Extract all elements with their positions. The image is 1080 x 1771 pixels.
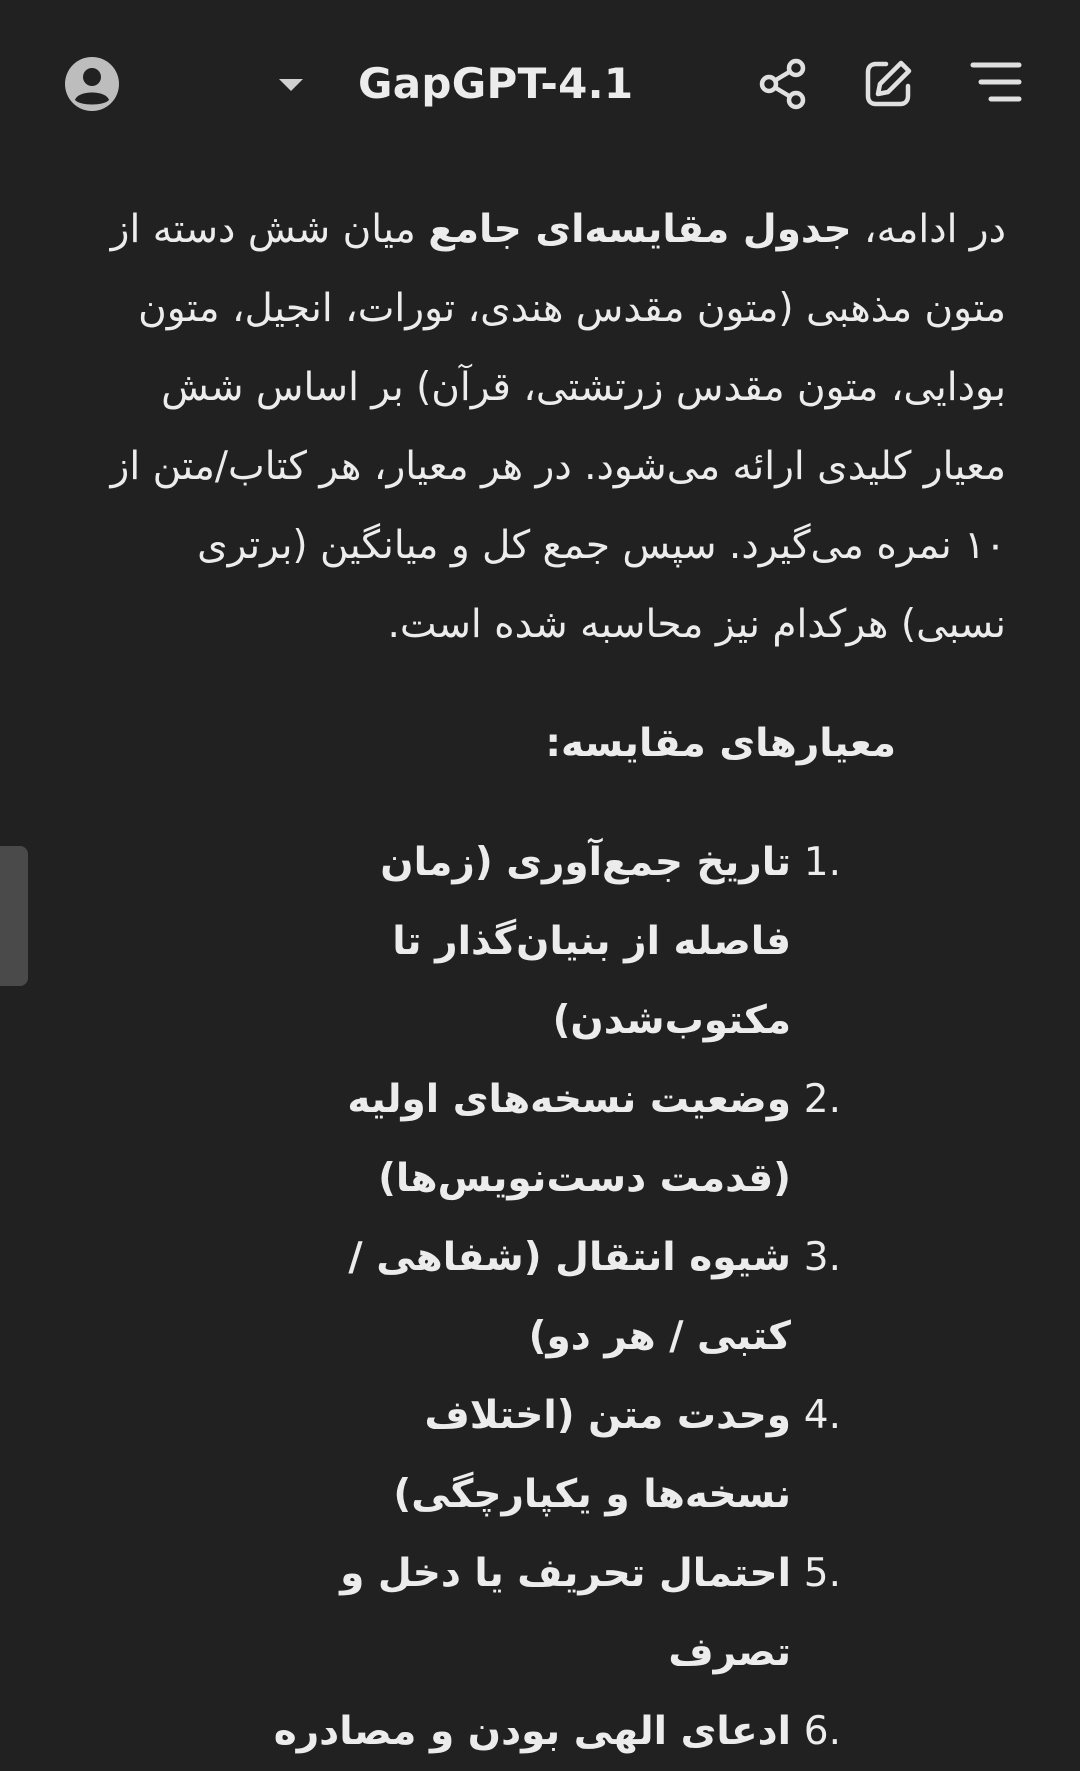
list-item-number: 6.	[803, 1709, 841, 1754]
intro-text-end: میان شش دسته از متون مذهبی (متون مقدس هندی، تورات، انجیل، متون بودایی، متون مقدس زرتشتی، قرآن) بر اساس شش معیار کلیدی ارائه می‌شود. در هر معیار، هر کتاب/متن از ۱۰ نمره می‌گیرد. سپس جمع کل و میانگین (برتری نسبی) هرکدام نیز محاسبه شده است.	[110, 207, 1006, 647]
list-item-number: 5.	[803, 1551, 841, 1596]
intro-text-start: در ادامه،	[851, 207, 1006, 252]
criteria-list	[80, 823, 1006, 1771]
list-item	[270, 1060, 841, 1218]
intro-paragraph	[80, 190, 1006, 664]
list-item	[270, 1534, 841, 1692]
list-item-number: 3.	[803, 1235, 841, 1280]
menu-icon[interactable]	[970, 60, 1022, 106]
list-item	[270, 1692, 841, 1771]
user-avatar-icon[interactable]	[64, 56, 120, 112]
edit-icon[interactable]	[862, 58, 914, 110]
top-bar	[0, 0, 1080, 170]
intro-bold-phrase: جدول مقایسه‌ای جامع	[428, 207, 852, 252]
list-item	[270, 1376, 841, 1534]
assistant-message	[80, 190, 1006, 1771]
list-item-number: 4.	[803, 1393, 841, 1438]
list-item-text: ادعای الهی بودن و مصادره	[273, 1709, 791, 1754]
list-item	[270, 823, 841, 1060]
model-selector[interactable]: GapGPT-4.1	[358, 59, 634, 108]
list-item-number: 1.	[803, 840, 841, 885]
list-item-text: وحدت متن (اختلاف نسخه‌ها و یکپارچگی)	[393, 1393, 791, 1517]
list-item-number: 2.	[803, 1077, 841, 1122]
criteria-heading: معیارهای مقایسه:	[545, 721, 896, 766]
scroll-handle[interactable]	[0, 846, 28, 986]
list-item-text: احتمال تحریف یا دخل و تصرف	[340, 1551, 791, 1675]
list-item-text: وضعیت نسخه‌های اولیه (قدمت دست‌نویس‌ها)	[347, 1077, 791, 1201]
caret-down-icon[interactable]	[276, 75, 306, 95]
list-item	[270, 1218, 841, 1376]
share-icon[interactable]	[758, 58, 808, 110]
list-item-text: تاریخ جمع‌آوری (زمان فاصله از بنیان‌گذار تا مکتوب‌شدن)	[380, 840, 791, 1043]
list-item-text: شیوه انتقال (شفاهی / کتبی / هر دو)	[348, 1235, 791, 1359]
